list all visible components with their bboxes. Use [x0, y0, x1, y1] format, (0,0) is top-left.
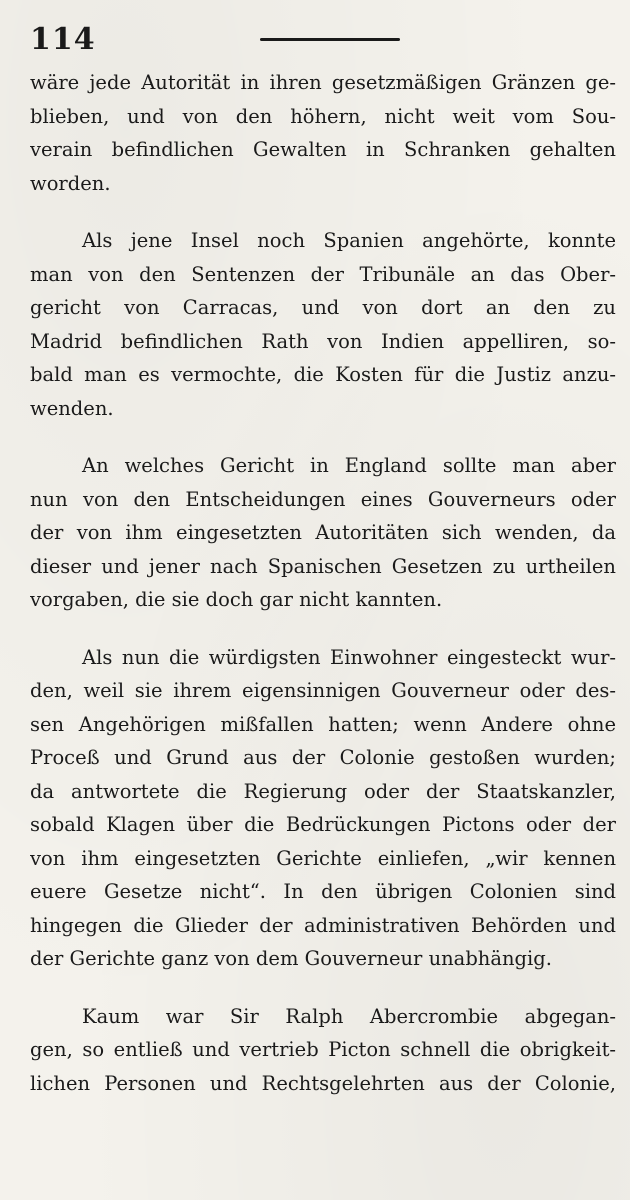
- text-line: lichen Personen und Rechtsgelehrten aus der Colonie,: [30, 1071, 616, 1095]
- text-line: sobald Klagen über die Bedrückungen Pictons oder der: [30, 813, 616, 836]
- text-line: bald man es vermochte, die Kosten für die Justiz anzu-: [30, 363, 616, 386]
- header-rule: [260, 38, 400, 41]
- text-line: An welches Gericht in England sollte man aber: [82, 454, 616, 477]
- text-line: gen, so entließ und vertrieb Picton schnell die obrigkeit-: [30, 1038, 616, 1061]
- text-line: von ihm eingesetzten Gerichte einliefen, „wir kennen: [30, 846, 616, 870]
- text-line: verain befindlichen Gewalten in Schranken gehalten: [30, 138, 616, 161]
- text-line: wäre jede Autorität in ihren gesetzmäßigen Gränzen ge-: [30, 71, 616, 94]
- text-line: den, weil sie ihrem eigensinnigen Gouverneur oder des-: [30, 679, 616, 702]
- page-number: 114: [30, 22, 96, 57]
- text-line: wenden.: [30, 396, 114, 420]
- text-line: gericht von Carracas, und von dort an den zu: [30, 296, 616, 319]
- paragraph-gap: [30, 200, 616, 224]
- text-line: sen Angehörigen mißfallen hatten; wenn Andere ohne: [30, 712, 616, 736]
- paragraph-3: [30, 449, 616, 617]
- text-line: blieben, und von den höhern, nicht weit vom Sou-: [30, 104, 616, 128]
- text-line: Madrid befindlichen Rath von Indien appelliren, so-: [30, 329, 616, 353]
- paragraph-gap: [30, 617, 616, 641]
- text-line: hingegen die Glieder der administrativen Behörden und: [30, 913, 616, 937]
- text-line: dieser und jener nach Spanischen Gesetzen zu urtheilen: [30, 554, 616, 578]
- paragraph-1: [30, 66, 616, 200]
- text-line: da antwortete die Regierung oder der Staatskanzler,: [30, 779, 616, 803]
- text-line: worden.: [30, 171, 111, 195]
- text-line: vorgaben, die sie doch gar nicht kannten.: [30, 588, 443, 611]
- paragraph-gap: [30, 976, 616, 1000]
- text-line: euere Gesetze nicht“. In den übrigen Colonien sind: [30, 880, 616, 903]
- text-line: Als jene Insel noch Spanien angehörte, konnte: [82, 229, 616, 252]
- paragraph-4: [30, 641, 616, 976]
- paragraph-5: [30, 1000, 616, 1101]
- paragraph-gap: [30, 425, 616, 449]
- text-line: Proceß und Grund aus der Colonie gestoßen wurden;: [30, 746, 616, 769]
- text-line: der Gerichte ganz von dem Gouverneur unabhängig.: [30, 947, 552, 970]
- body-text: [30, 66, 616, 1100]
- text-line: nun von den Entscheidungen eines Gouverneurs oder: [30, 487, 616, 511]
- text-line: Als nun die würdigsten Einwohner eingesteckt wur-: [82, 645, 616, 669]
- text-line: der von ihm eingesetzten Autoritäten sich wenden, da: [30, 521, 616, 544]
- text-line: man von den Sentenzen der Tribunäle an das Ober-: [30, 262, 616, 286]
- text-line: Kaum war Sir Ralph Abercrombie abgegan-: [82, 1004, 616, 1028]
- paragraph-2: [30, 224, 616, 425]
- page-header: [30, 22, 616, 66]
